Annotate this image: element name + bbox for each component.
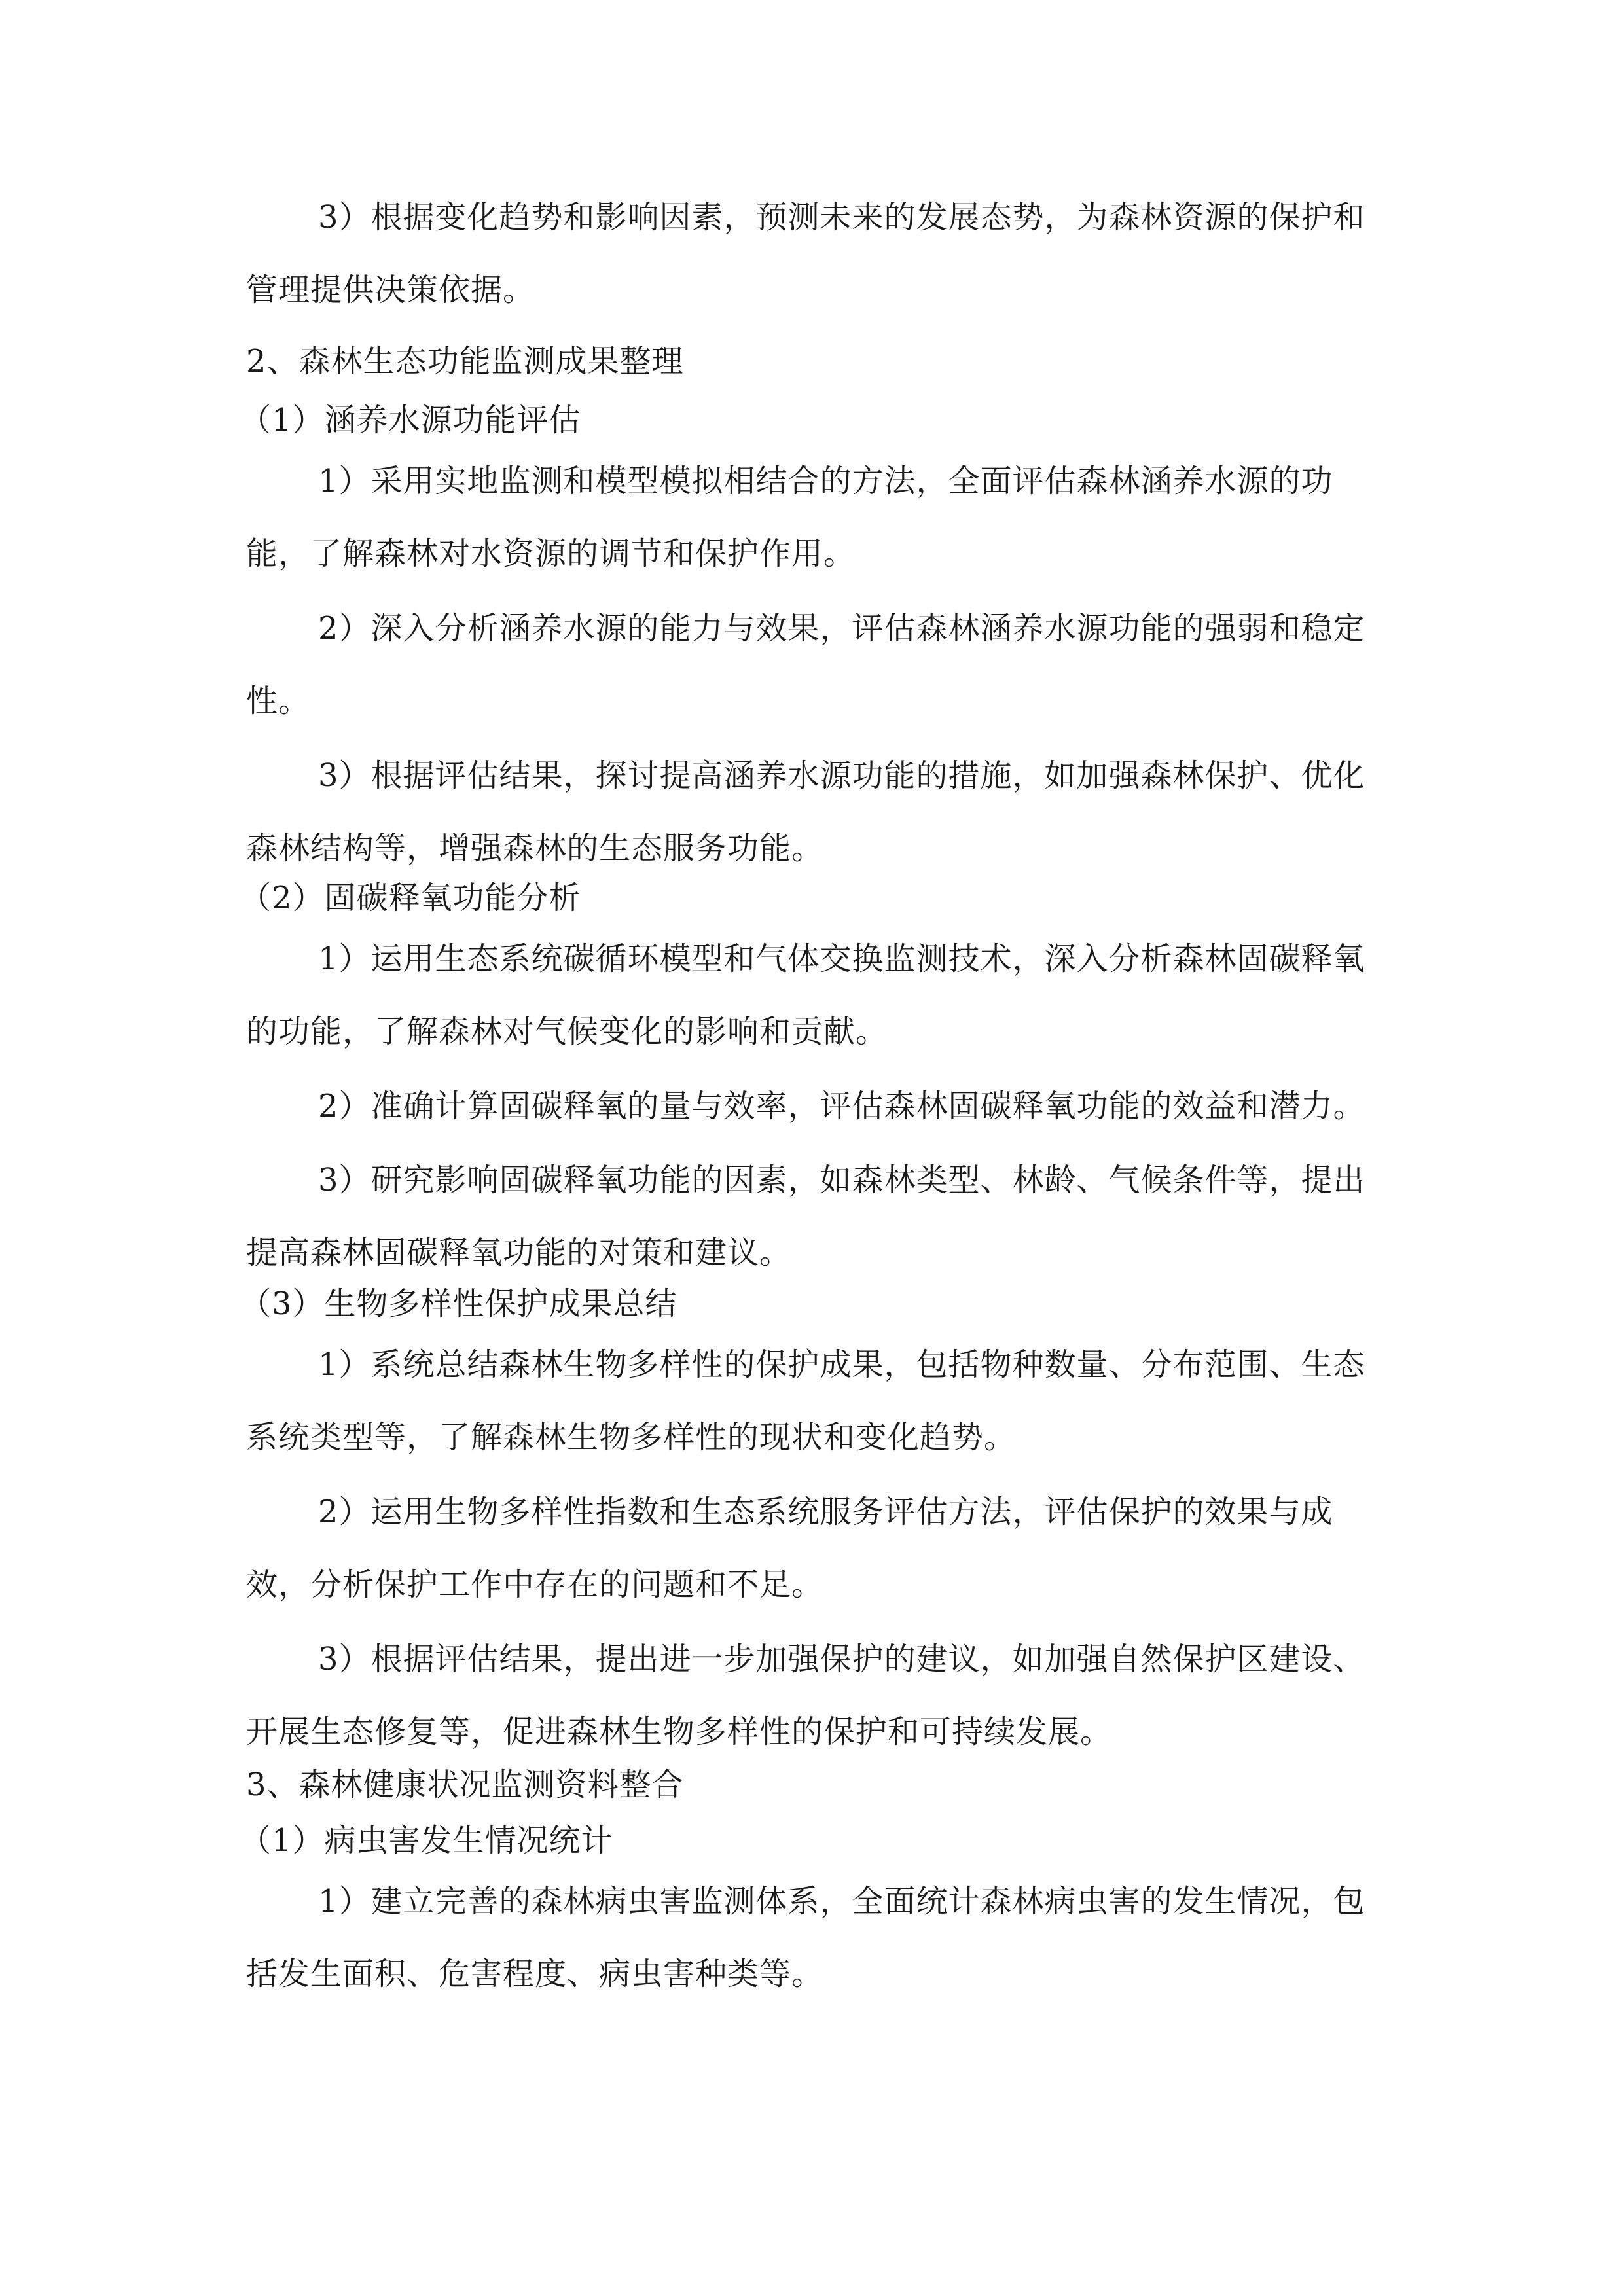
paragraph-forecast-trends: 3）根据变化趋势和影响因素，预测未来的发展态势，为森林资源的保护和管理提供决策依据。 xyxy=(246,199,1365,308)
subsection-heading-pest-statistics: （1）病虫害发生情况统计 xyxy=(240,1822,613,1859)
paragraph-water-conservation-measures: 3）根据评估结果，探讨提高涵养水源功能的措施，如加强森林保护、优化森林结构等，增强森林的生态服务功能。 xyxy=(246,757,1365,867)
section-heading-ecological-function: 2、森林生态功能监测成果整理 xyxy=(246,343,684,380)
paragraph-biodiversity-recommendations: 3）根据评估结果，提出进一步加强保护的建议，如加强自然保护区建设、开展生态修复等，促进森林生物多样性的保护和可持续发展。 xyxy=(246,1641,1365,1750)
paragraph-carbon-oxygen-factors: 3）研究影响固碳释氧功能的因素，如森林类型、林龄、气候条件等，提出提高森林固碳释氧功能的对策和建议。 xyxy=(246,1162,1365,1271)
subsection-heading-biodiversity: （3）生物多样性保护成果总结 xyxy=(240,1285,677,1322)
paragraph-biodiversity-summary: 1）系统总结森林生物多样性的保护成果，包括物种数量、分布范围、生态系统类型等，了解森林生物多样性的现状和变化趋势。 xyxy=(246,1346,1365,1456)
subsection-heading-water-conservation: （1）涵养水源功能评估 xyxy=(240,402,581,439)
paragraph-biodiversity-evaluation: 2）运用生物多样性指数和生态系统服务评估方法，评估保护的效果与成效，分析保护工作中存在的问题和不足。 xyxy=(246,1494,1333,1603)
paragraph-water-conservation-assessment: 1）采用实地监测和模型模拟相结合的方法，全面评估森林涵养水源的功能，了解森林对水资源的调节和保护作用。 xyxy=(246,463,1333,572)
paragraph-carbon-oxygen-calculation: 2）准确计算固碳释氧的量与效率，评估森林固碳释氧功能的效益和潜力。 xyxy=(318,1088,1365,1124)
paragraph-water-conservation-analysis: 2）深入分析涵养水源的能力与效果，评估森林涵养水源功能的强弱和稳定性。 xyxy=(246,610,1365,719)
paragraph-pest-monitoring-system: 1）建立完善的森林病虫害监测体系，全面统计森林病虫害的发生情况，包括发生面积、危害程度、病虫害种类等。 xyxy=(246,1883,1365,1992)
subsection-heading-carbon-oxygen: （2）固碳释氧功能分析 xyxy=(240,880,581,916)
paragraph-carbon-oxygen-models: 1）运用生态系统碳循环模型和气体交换监测技术，深入分析森林固碳释氧的功能，了解森林对气候变化的影响和贡献。 xyxy=(246,941,1365,1050)
section-heading-forest-health: 3、森林健康状况监测资料整合 xyxy=(246,1767,684,1803)
